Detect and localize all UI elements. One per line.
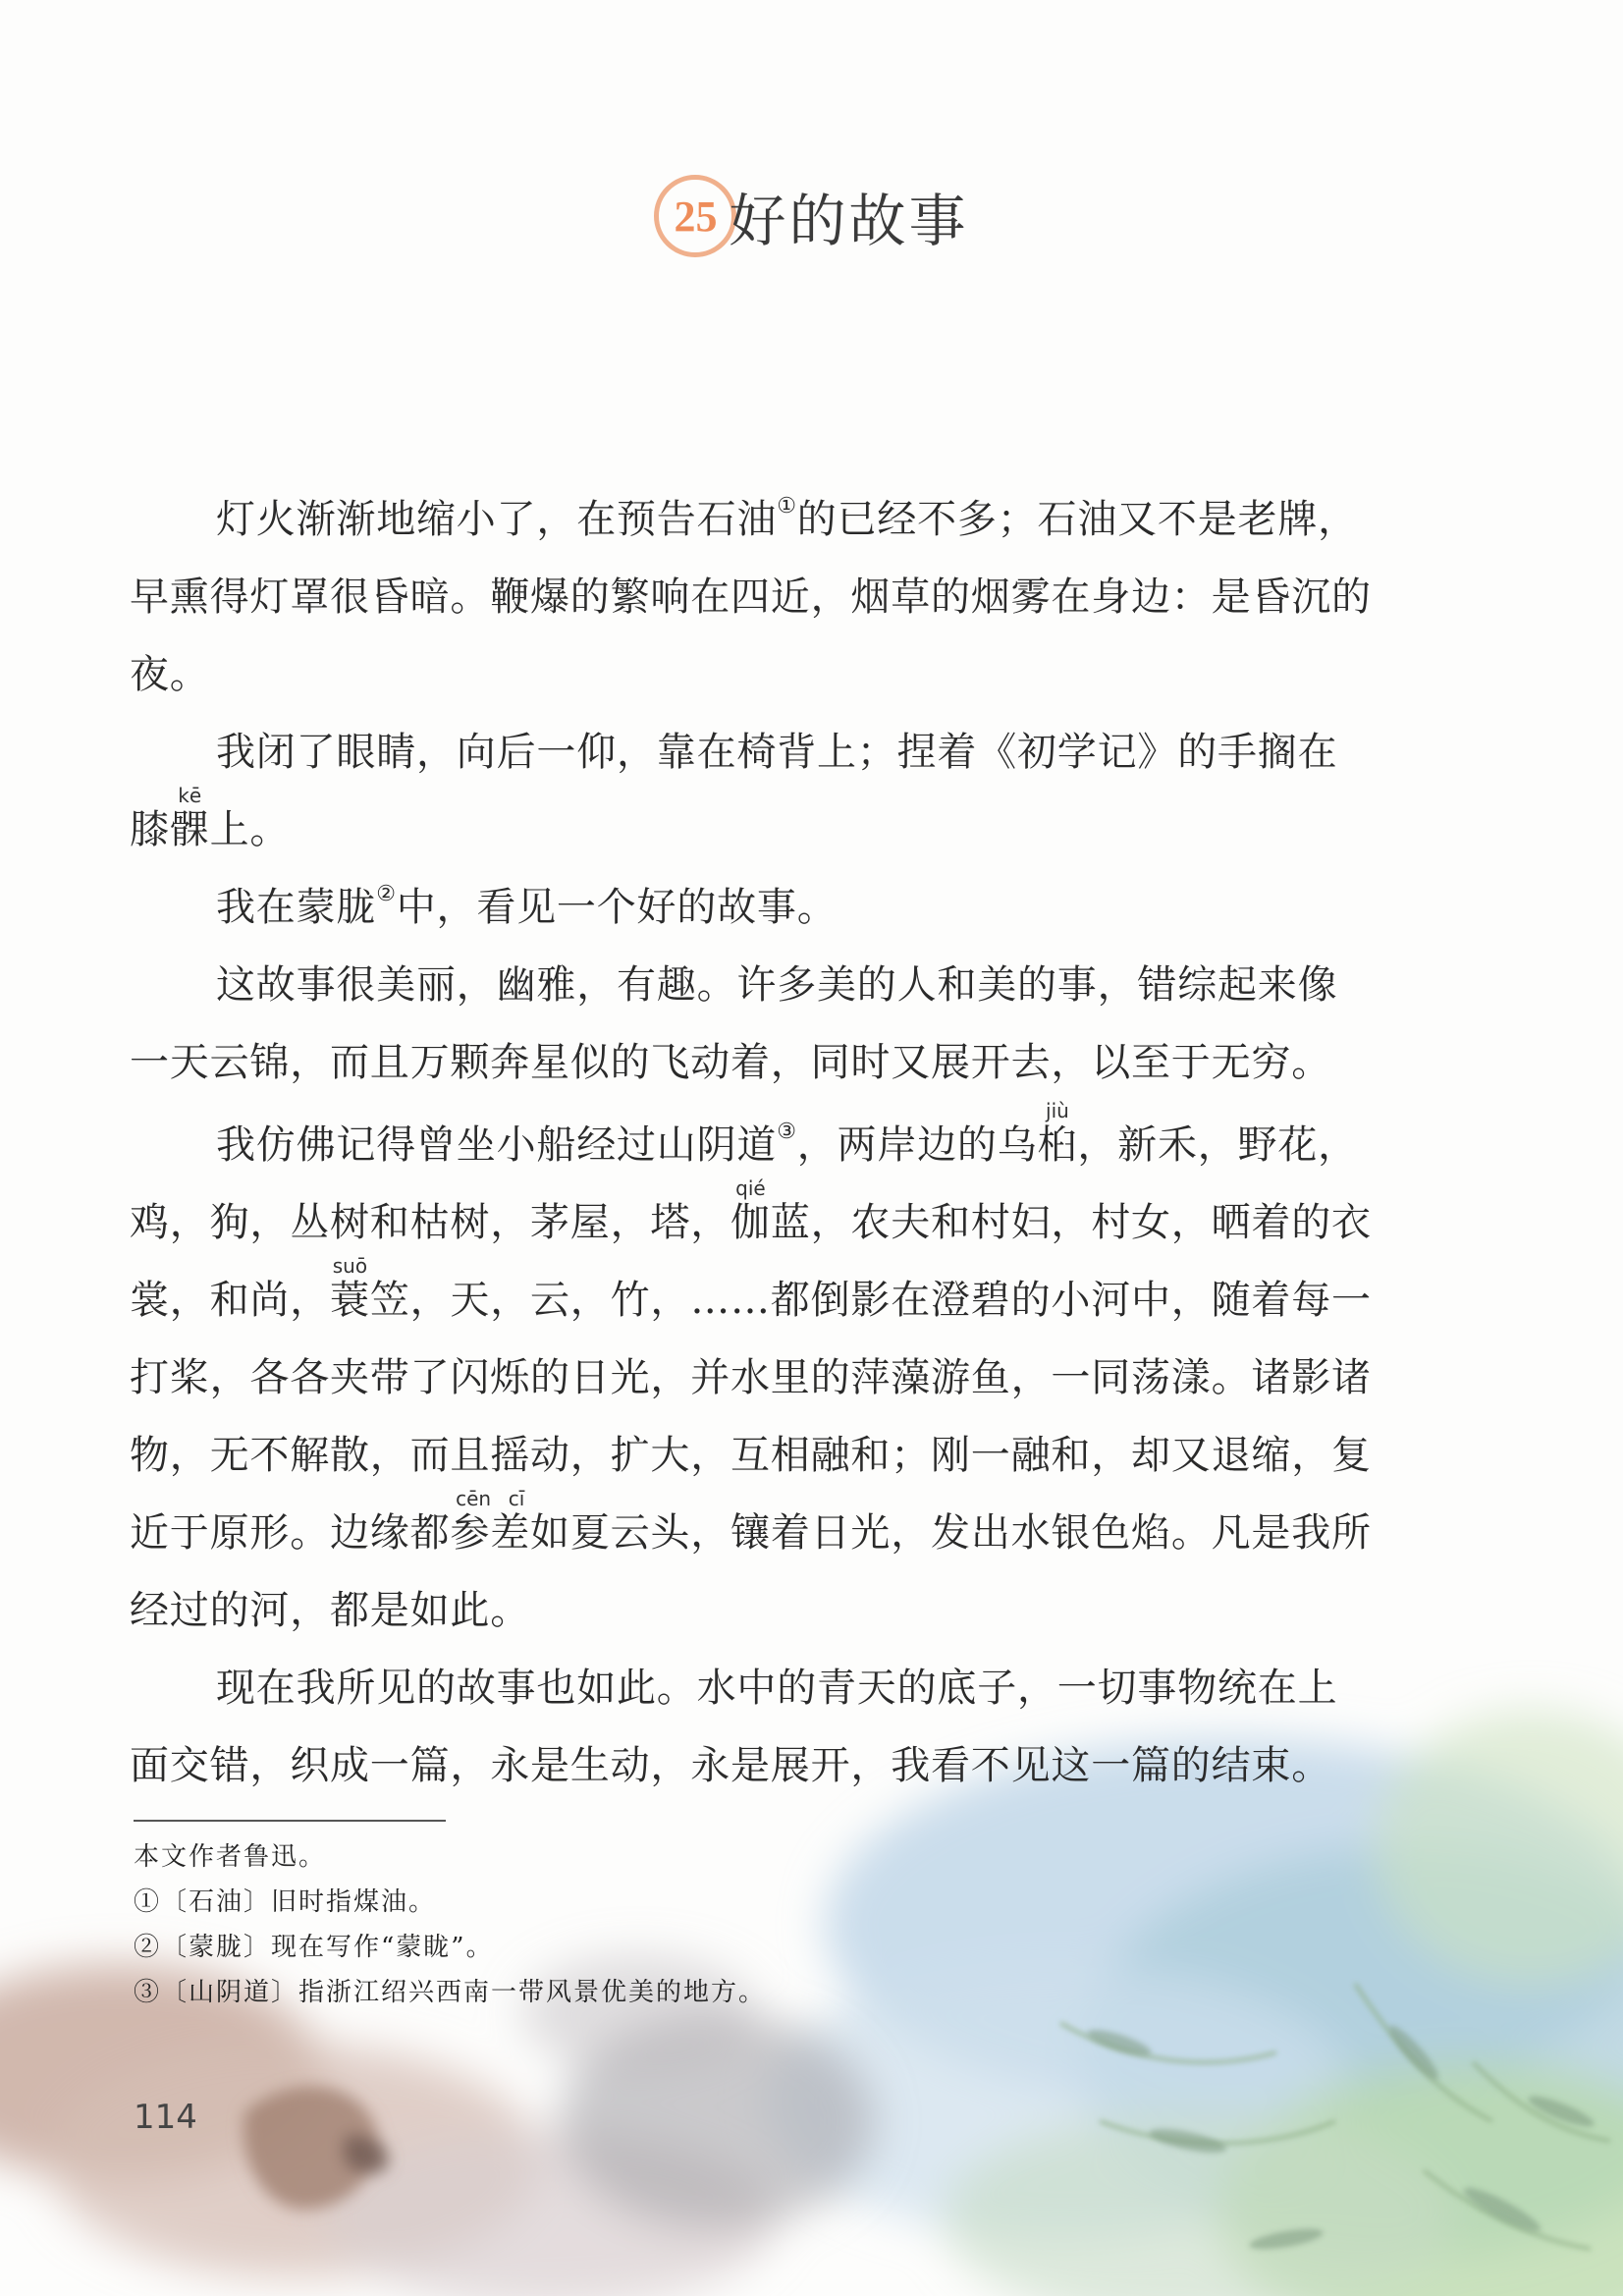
pinyin: cēn cī: [450, 1487, 530, 1510]
text-run: 我仿佛记得曾坐小船经过山阴道: [216, 1122, 778, 1168]
ruby-base: 桕: [1037, 1122, 1078, 1168]
pinyin-annotated-char: [169, 784, 210, 852]
pinyin: kē: [169, 784, 210, 807]
footnote-2: ②〔蒙胧〕现在写作“蒙眬”。: [134, 1933, 494, 1962]
text-run: 中，看见一个好的故事。: [396, 885, 838, 930]
pinyin-annotated-char: [330, 1254, 370, 1323]
ruby-base: 参差: [450, 1510, 531, 1556]
text-run: 我闭了眼睛，向后一仰，靠在椅背上；捏着《初学记》的手搁在膝: [130, 730, 1338, 852]
paragraph: [130, 869, 1377, 947]
lesson-number-badge: 25: [654, 175, 736, 257]
ruby-base: 蓑: [330, 1278, 370, 1323]
pinyin-annotated-char: [450, 1487, 531, 1556]
article-body: [130, 481, 1377, 1805]
paragraph: [130, 1650, 1377, 1805]
ruby-base: 伽: [730, 1200, 771, 1245]
text-run: 如夏云头，镶着日光，发出水银色焰。凡是我所经过的河，都是如此。: [130, 1510, 1372, 1633]
text-run: 蓝，农夫和村妇，村女，晒着的衣裳，和尚，: [130, 1200, 1372, 1323]
pinyin: suō: [330, 1254, 370, 1278]
footnote-marker[interactable]: ①: [777, 494, 797, 519]
lesson-title: 好的故事: [729, 188, 969, 254]
text-run: 笠，天，云，竹，……都倒影在澄碧的小河中，随着每一打桨，各各夹带了闪烁的日光，并水里的萍藻游鱼，一同荡漾。诸影诸物，无不解散，而且摇动，扩大，互相融和；刚一融和，却又退缩，复近于原形。边缘都: [130, 1278, 1372, 1556]
text-run: ，两岸边的乌: [796, 1122, 1038, 1168]
text-run: 灯火渐渐地缩小了，在预告石油: [216, 497, 778, 542]
footnote-1: ①〔石油〕旧时指煤油。: [134, 1887, 437, 1917]
paragraph: [130, 1099, 1377, 1650]
footnote-3: ③〔山阴道〕指浙江绍兴西南一带风景优美的地方。: [134, 1978, 767, 2007]
ruby-base: 髁: [169, 807, 210, 852]
pinyin: jiù: [1037, 1099, 1078, 1122]
text-run: 现在我所见的故事也如此。水中的青天的底子，一切事物统在上面交错，织成一篇，永是生动，永是展开，我看不见这一篇的结束。: [130, 1666, 1338, 1788]
page-number: 114: [134, 2098, 197, 2137]
paragraph: [130, 714, 1377, 869]
pinyin-annotated-char: [1037, 1099, 1078, 1168]
text-run: 的已经不多；石油又不是老牌，早熏得灯罩很昏暗。鞭爆的繁响在四近，烟草的烟雾在身边：是昏沉的夜。: [130, 497, 1372, 697]
footnote-divider: [134, 1820, 446, 1822]
text-run: 上。: [209, 807, 291, 852]
footnote-marker[interactable]: ②: [376, 882, 397, 906]
lesson-heading: [0, 175, 1623, 257]
author-note: 本文作者鲁迅。: [134, 1842, 327, 1872]
paragraph: [130, 481, 1377, 714]
footnotes: [134, 1834, 766, 2015]
footnote-marker[interactable]: ③: [777, 1120, 797, 1144]
paragraph: [130, 947, 1377, 1102]
pinyin: qié: [730, 1176, 771, 1200]
text-run: 我在蒙胧: [216, 885, 377, 930]
pinyin-annotated-char: [730, 1176, 771, 1245]
text-run: ，新禾，野花，鸡，狗，丛树和枯树，茅屋，塔，: [130, 1122, 1358, 1245]
text-run: 这故事很美丽，幽雅，有趣。许多美的人和美的事，错综起来像一天云锦，而且万颗奔星似的飞动着，同时又展开去，以至于无穷。: [130, 962, 1338, 1085]
